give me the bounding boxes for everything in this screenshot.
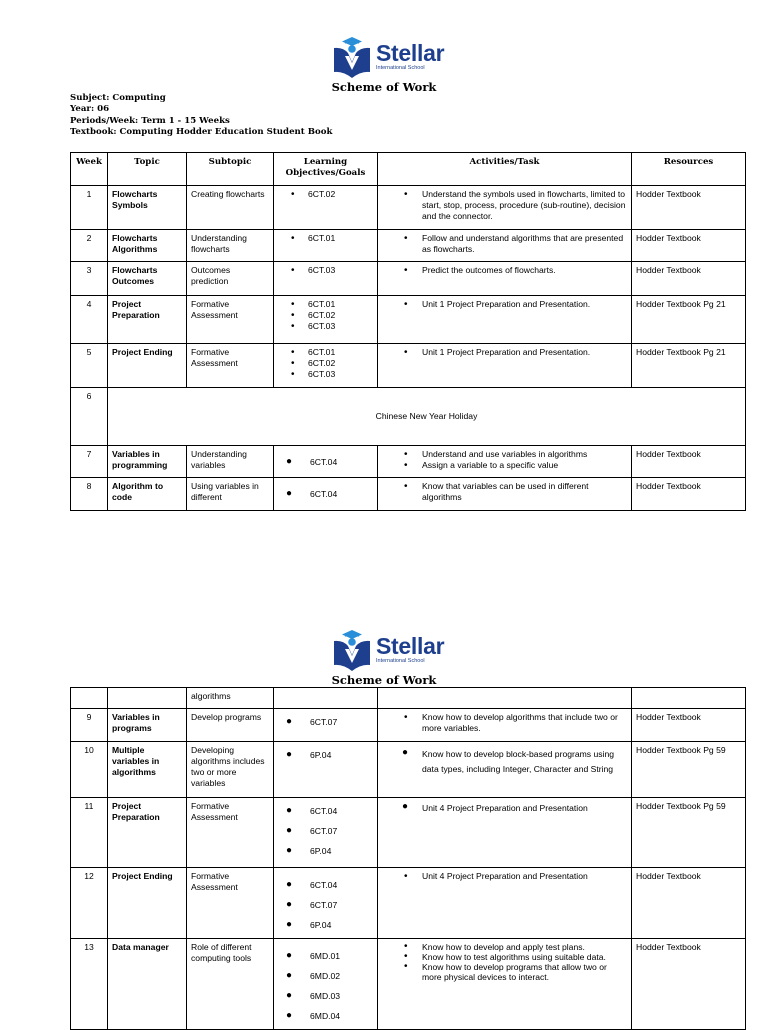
table-row bbox=[71, 868, 746, 939]
objectives-cell bbox=[274, 446, 378, 478]
objective-item: ● 6MD.04 bbox=[308, 1006, 373, 1026]
objectives-cell bbox=[274, 939, 378, 1030]
subtopic-cell: Outcomes prediction bbox=[187, 262, 274, 296]
week-cell: 2 bbox=[71, 230, 108, 262]
activity-item: ● Unit 4 Project Preparation and Presentation bbox=[422, 801, 627, 814]
objective-item: ● 6CT.04 bbox=[308, 801, 373, 821]
table-row bbox=[71, 742, 746, 798]
resources-cell: Hodder Textbook bbox=[632, 709, 746, 742]
topic-cell bbox=[108, 688, 187, 709]
school-name: Stellar bbox=[376, 40, 445, 67]
page-title: Scheme of Work bbox=[331, 673, 437, 687]
objective-item: ● 6MD.01 bbox=[308, 946, 373, 966]
activities-cell bbox=[378, 262, 632, 296]
topic-cell: Flowcharts Algorithms bbox=[108, 230, 187, 262]
week-cell: 13 bbox=[71, 939, 108, 1030]
resources-cell: Hodder Textbook Pg 59 bbox=[632, 742, 746, 798]
school-logo bbox=[332, 627, 444, 673]
week-cell: 12 bbox=[71, 868, 108, 939]
objectives-cell bbox=[274, 296, 378, 344]
objectives-cell bbox=[274, 344, 378, 388]
objective-item: ● 6P.04 bbox=[308, 915, 373, 935]
objective-item: ● 6CT.04 bbox=[308, 484, 373, 504]
objective-item: ● 6P.04 bbox=[308, 841, 373, 861]
table-row bbox=[71, 478, 746, 511]
activity-item: ● Know how to develop block-based programs using data types, including Integer, Character and String bbox=[422, 745, 627, 777]
subtopic-cell: Formative Assessment bbox=[187, 798, 274, 868]
school-logo bbox=[332, 34, 444, 80]
objective-item: • 6CT.03 bbox=[308, 369, 373, 380]
objectives-cell bbox=[274, 798, 378, 868]
activity-item: • Unit 1 Project Preparation and Presentation. bbox=[422, 347, 627, 358]
objective-item: • 6CT.01 bbox=[308, 299, 373, 310]
subtopic-cell: Formative Assessment bbox=[187, 296, 274, 344]
activity-item: • Predict the outcomes of flowcharts. bbox=[422, 265, 627, 276]
topic-cell: Project Preparation bbox=[108, 296, 187, 344]
activities-cell bbox=[378, 868, 632, 939]
topic-cell: Project Ending bbox=[108, 344, 187, 388]
week-cell: 11 bbox=[71, 798, 108, 868]
meta-year: Year: 06 bbox=[70, 104, 110, 115]
header-week: Week bbox=[71, 153, 108, 186]
table-header-row bbox=[71, 153, 746, 186]
activity-item: • Know how to develop algorithms that include two or more variables. bbox=[422, 712, 627, 734]
activities-cell bbox=[378, 344, 632, 388]
header-subtopic: Subtopic bbox=[187, 153, 274, 186]
activities-cell bbox=[378, 688, 632, 709]
topic-cell: Project Ending bbox=[108, 868, 187, 939]
resources-cell: Hodder Textbook bbox=[632, 230, 746, 262]
page-title: Scheme of Work bbox=[331, 80, 437, 94]
activities-cell bbox=[378, 709, 632, 742]
page-2 bbox=[0, 620, 768, 1024]
subtopic-cell: Using variables in different bbox=[187, 478, 274, 511]
topic-cell: Flowcharts Outcomes bbox=[108, 262, 187, 296]
scheme-table-part-1 bbox=[70, 152, 746, 511]
holiday-cell: Chinese New Year Holiday bbox=[108, 388, 746, 446]
resources-cell: Hodder Textbook bbox=[632, 478, 746, 511]
objective-item: • 6CT.03 bbox=[308, 265, 373, 276]
activity-item: • Understand the symbols used in flowcharts, limited to start, stop, process, procedure (sub-routine), decision and the connector. bbox=[422, 189, 627, 222]
activities-cell bbox=[378, 742, 632, 798]
objectives-cell bbox=[274, 186, 378, 230]
header-topic: Topic bbox=[108, 153, 187, 186]
book-crest-icon bbox=[332, 627, 372, 673]
activity-item: • Know that variables can be used in different algorithms bbox=[422, 481, 627, 503]
resources-cell bbox=[632, 688, 746, 709]
table-row bbox=[71, 688, 746, 709]
objective-item: • 6CT.01 bbox=[308, 233, 373, 244]
objective-item: ● 6CT.07 bbox=[308, 712, 373, 732]
activity-item: • Understand and use variables in algorithms bbox=[422, 449, 627, 460]
objectives-cell bbox=[274, 478, 378, 511]
objective-item: ● 6MD.03 bbox=[308, 986, 373, 1006]
objective-item: • 6CT.03 bbox=[308, 321, 373, 332]
table-row bbox=[71, 186, 746, 230]
table-row bbox=[71, 709, 746, 742]
objectives-cell bbox=[274, 709, 378, 742]
document-meta bbox=[70, 93, 332, 138]
activities-cell bbox=[378, 230, 632, 262]
activities-cell bbox=[378, 446, 632, 478]
week-cell: 10 bbox=[71, 742, 108, 798]
subtopic-cell: Developing algorithms includes two or more variables bbox=[187, 742, 274, 798]
table-row bbox=[71, 939, 746, 1030]
resources-cell: Hodder Textbook Pg 59 bbox=[632, 798, 746, 868]
objective-item: ● 6CT.07 bbox=[308, 895, 373, 915]
objective-item: ● 6CT.04 bbox=[308, 452, 373, 472]
objectives-cell bbox=[274, 230, 378, 262]
subtopic-cell: Develop programs bbox=[187, 709, 274, 742]
subtopic-cell: algorithms bbox=[187, 688, 274, 709]
objectives-cell bbox=[274, 742, 378, 798]
resources-cell: Hodder Textbook bbox=[632, 186, 746, 230]
resources-cell: Hodder Textbook Pg 21 bbox=[632, 296, 746, 344]
objectives-cell bbox=[274, 262, 378, 296]
objective-item: • 6CT.02 bbox=[308, 189, 373, 200]
activity-item: • Know how to test algorithms using suitable data. bbox=[422, 952, 627, 962]
week-cell: 6 bbox=[71, 388, 108, 446]
activities-cell bbox=[378, 798, 632, 868]
topic-cell: Flowcharts Symbols bbox=[108, 186, 187, 230]
meta-subject: Subject: Computing bbox=[70, 93, 166, 103]
subtopic-cell: Understanding variables bbox=[187, 446, 274, 478]
table-row bbox=[71, 262, 746, 296]
objective-item: • 6CT.02 bbox=[308, 358, 373, 369]
book-crest-icon bbox=[332, 34, 372, 80]
objective-item: ● 6CT.07 bbox=[308, 821, 373, 841]
week-cell: 7 bbox=[71, 446, 108, 478]
activities-cell bbox=[378, 186, 632, 230]
week-cell: 4 bbox=[71, 296, 108, 344]
activity-item: • Assign a variable to a specific value bbox=[422, 460, 627, 471]
activities-cell bbox=[378, 478, 632, 511]
activity-item: • Know how to develop and apply test plans. bbox=[422, 942, 627, 952]
activity-item: • Know how to develop programs that allow two or more physical devices to interact. bbox=[422, 962, 627, 982]
resources-cell: Hodder Textbook bbox=[632, 868, 746, 939]
topic-cell: Project Preparation bbox=[108, 798, 187, 868]
objectives-cell bbox=[274, 868, 378, 939]
subtopic-cell: Creating flowcharts bbox=[187, 186, 274, 230]
week-cell: 9 bbox=[71, 709, 108, 742]
activities-cell bbox=[378, 296, 632, 344]
table-row bbox=[71, 798, 746, 868]
school-subtitle: International School bbox=[376, 65, 425, 72]
meta-textbook: Textbook: Computing Hodder Education Student Book bbox=[70, 126, 333, 137]
topic-cell: Variables in programming bbox=[108, 446, 187, 478]
week-cell bbox=[71, 688, 108, 709]
header-objectives: Learning Objectives/Goals bbox=[274, 153, 378, 186]
header-resources: Resources bbox=[632, 153, 746, 186]
subtopic-cell: Formative Assessment bbox=[187, 344, 274, 388]
meta-periods: Periods/Week: Term 1 - 15 Weeks bbox=[70, 115, 230, 126]
school-subtitle: International School bbox=[376, 658, 425, 665]
activity-item: • Follow and understand algorithms that are presented as flowcharts. bbox=[422, 233, 627, 255]
activity-item: • Unit 4 Project Preparation and Presentation bbox=[422, 871, 627, 882]
resources-cell: Hodder Textbook bbox=[632, 446, 746, 478]
resources-cell: Hodder Textbook Pg 21 bbox=[632, 344, 746, 388]
objective-item: • 6CT.01 bbox=[308, 347, 373, 358]
table-row bbox=[71, 388, 746, 446]
table-row bbox=[71, 344, 746, 388]
table-row bbox=[71, 230, 746, 262]
resources-cell: Hodder Textbook bbox=[632, 262, 746, 296]
activity-item: • Unit 1 Project Preparation and Presentation. bbox=[422, 299, 627, 310]
objective-item: ● 6P.04 bbox=[308, 745, 373, 765]
scheme-table-part-2 bbox=[70, 687, 746, 1030]
week-cell: 5 bbox=[71, 344, 108, 388]
objectives-cell bbox=[274, 688, 378, 709]
table-row bbox=[71, 446, 746, 478]
activities-cell bbox=[378, 939, 632, 1030]
school-name: Stellar bbox=[376, 633, 445, 660]
objective-item: • 6CT.02 bbox=[308, 310, 373, 321]
topic-cell: Variables in programs bbox=[108, 709, 187, 742]
topic-cell: Data manager bbox=[108, 939, 187, 1030]
week-cell: 8 bbox=[71, 478, 108, 511]
topic-cell: Multiple variables in algorithms bbox=[108, 742, 187, 798]
objective-item: ● 6CT.04 bbox=[308, 875, 373, 895]
subtopic-cell: Understanding flowcharts bbox=[187, 230, 274, 262]
week-cell: 3 bbox=[71, 262, 108, 296]
header-activities: Activities/Task bbox=[378, 153, 632, 186]
table-row bbox=[71, 296, 746, 344]
objective-item: ● 6MD.02 bbox=[308, 966, 373, 986]
subtopic-cell: Role of different computing tools bbox=[187, 939, 274, 1030]
topic-cell: Algorithm to code bbox=[108, 478, 187, 511]
subtopic-cell: Formative Assessment bbox=[187, 868, 274, 939]
resources-cell: Hodder Textbook bbox=[632, 939, 746, 1030]
week-cell: 1 bbox=[71, 186, 108, 230]
